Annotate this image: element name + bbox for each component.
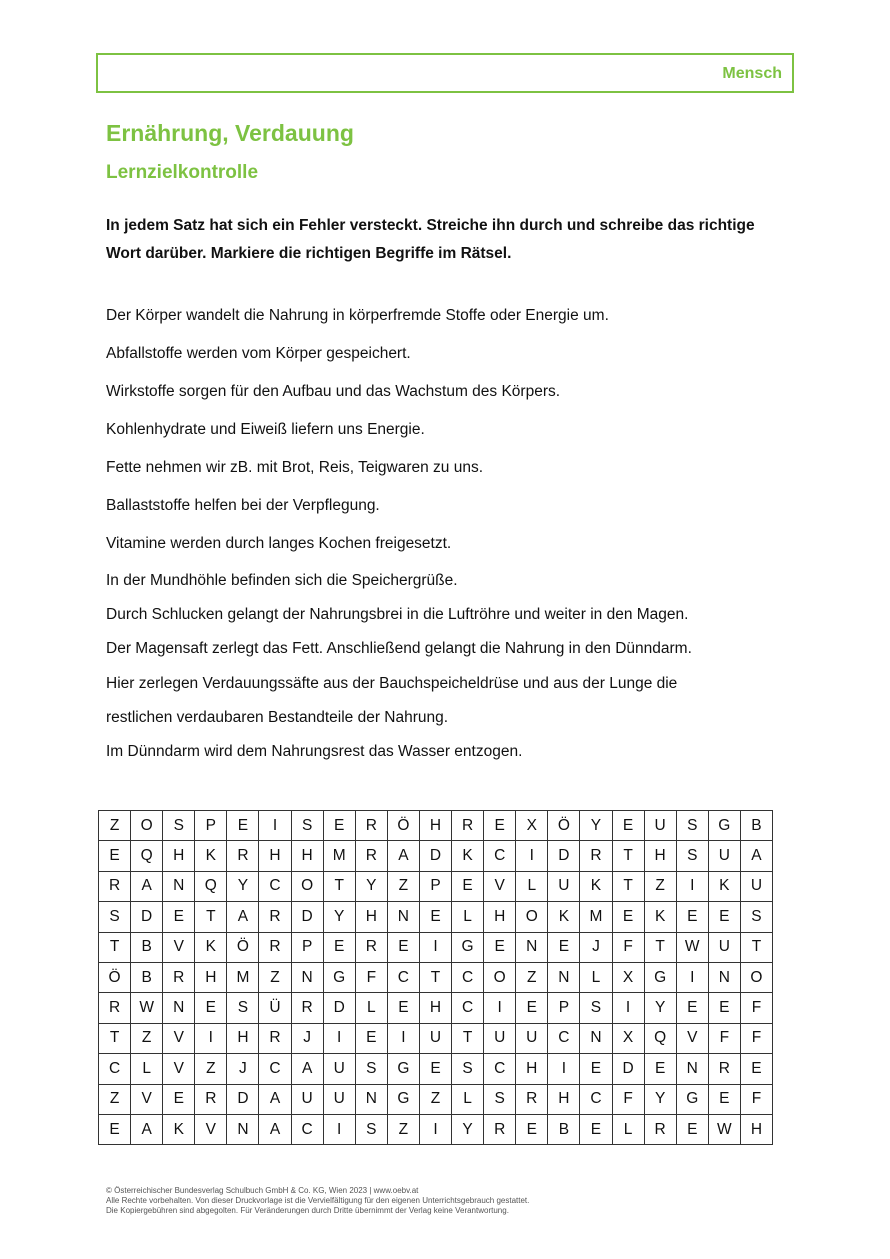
grid-cell[interactable]: E (644, 1054, 676, 1084)
grid-cell[interactable]: V (676, 1023, 708, 1053)
grid-cell[interactable]: X (612, 1023, 644, 1053)
grid-cell[interactable]: Y (323, 902, 355, 932)
grid-cell[interactable]: R (644, 1114, 676, 1144)
grid-cell[interactable]: E (355, 1023, 387, 1053)
sentence-8: In der Mundhöhle befinden sich die Speichergrüße. (106, 572, 458, 589)
grid-cell[interactable]: G (387, 1054, 419, 1084)
grid-cell[interactable]: E (484, 811, 516, 841)
grid-cell[interactable]: J (580, 932, 612, 962)
grid-cell[interactable]: S (291, 811, 323, 841)
grid-cell[interactable]: Ü (259, 993, 291, 1023)
grid-cell[interactable]: G (676, 1084, 708, 1114)
grid-cell[interactable]: U (708, 932, 740, 962)
grid-cell[interactable]: U (323, 1054, 355, 1084)
grid-cell[interactable]: I (387, 1023, 419, 1053)
grid-cell[interactable]: R (259, 1023, 291, 1053)
page-title: Ernährung, Verdauung (106, 120, 354, 146)
grid-cell[interactable]: G (708, 811, 740, 841)
grid-cell[interactable]: E (580, 1054, 612, 1084)
grid-cell[interactable]: R (195, 1084, 227, 1114)
grid-cell[interactable]: T (99, 932, 131, 962)
grid-cell[interactable]: R (355, 841, 387, 871)
grid-cell[interactable]: N (227, 1114, 259, 1144)
grid-cell[interactable]: A (387, 841, 419, 871)
grid-cell[interactable]: P (419, 871, 451, 901)
grid-cell[interactable]: N (163, 993, 195, 1023)
grid-cell[interactable]: E (612, 811, 644, 841)
grid-cell[interactable]: C (452, 993, 484, 1023)
grid-cell[interactable]: C (387, 962, 419, 992)
grid-cell[interactable]: B (131, 932, 163, 962)
grid-cell[interactable]: E (323, 932, 355, 962)
grid-cell[interactable]: S (452, 1054, 484, 1084)
grid-cell[interactable]: H (419, 811, 451, 841)
grid-cell[interactable]: E (163, 902, 195, 932)
grid-cell[interactable]: V (131, 1084, 163, 1114)
sentence-11: Hier zerlegen Verdauungssäfte aus der Bauchspeicheldrüse und aus der Lunge die (106, 675, 678, 692)
grid-cell[interactable]: Z (387, 871, 419, 901)
grid-cell[interactable]: S (580, 993, 612, 1023)
grid-cell[interactable]: O (484, 962, 516, 992)
grid-cell[interactable]: A (131, 871, 163, 901)
grid-cell[interactable]: Y (580, 811, 612, 841)
grid-cell[interactable]: Y (227, 871, 259, 901)
grid-cell[interactable]: D (612, 1054, 644, 1084)
grid-cell[interactable]: U (708, 841, 740, 871)
grid-cell[interactable]: Z (99, 1084, 131, 1114)
sentence-10: Der Magensaft zerlegt das Fett. Anschließend gelangt die Nahrung in den Dünndarm. (106, 640, 692, 657)
grid-cell[interactable]: C (259, 1054, 291, 1084)
grid-cell[interactable]: E (323, 811, 355, 841)
grid-cell[interactable]: U (516, 1023, 548, 1053)
grid-cell[interactable]: W (676, 932, 708, 962)
grid-cell[interactable]: H (548, 1084, 580, 1114)
grid-cell[interactable]: P (291, 932, 323, 962)
grid-cell[interactable]: R (484, 1114, 516, 1144)
grid-cell[interactable]: V (163, 1054, 195, 1084)
sentence-4: Kohlenhydrate und Eiweiß liefern uns Energie. (106, 421, 425, 438)
grid-cell[interactable]: N (387, 902, 419, 932)
grid-cell[interactable]: D (419, 841, 451, 871)
grid-cell[interactable]: V (484, 871, 516, 901)
grid-cell[interactable]: S (676, 841, 708, 871)
grid-cell[interactable]: T (612, 841, 644, 871)
grid-cell[interactable]: E (676, 902, 708, 932)
grid-cell[interactable]: S (484, 1084, 516, 1114)
grid-cell[interactable]: F (612, 1084, 644, 1114)
grid-cell[interactable]: V (163, 932, 195, 962)
grid-cell[interactable]: Y (644, 1084, 676, 1114)
grid-cell[interactable]: Z (195, 1054, 227, 1084)
grid-cell[interactable]: I (548, 1054, 580, 1084)
grid-cell[interactable]: A (259, 1114, 291, 1144)
grid-cell[interactable]: C (291, 1114, 323, 1144)
grid-cell[interactable]: U (323, 1084, 355, 1114)
grid-cell[interactable]: R (355, 811, 387, 841)
grid-cell[interactable]: R (355, 932, 387, 962)
grid-cell[interactable]: K (195, 841, 227, 871)
grid-cell[interactable]: T (419, 962, 451, 992)
grid-cell[interactable]: L (131, 1054, 163, 1084)
grid-cell[interactable]: W (131, 993, 163, 1023)
grid-cell[interactable]: Q (644, 1023, 676, 1053)
grid-cell[interactable]: H (195, 962, 227, 992)
grid-cell[interactable]: D (291, 902, 323, 932)
word-search-grid (98, 810, 773, 1145)
grid-cell[interactable]: N (676, 1054, 708, 1084)
grid-cell[interactable]: A (259, 1084, 291, 1114)
grid-cell[interactable]: X (612, 962, 644, 992)
grid-cell[interactable]: N (291, 962, 323, 992)
grid-row (99, 993, 773, 1023)
grid-cell[interactable]: J (227, 1054, 259, 1084)
grid-cell[interactable]: E (612, 902, 644, 932)
grid-cell[interactable]: E (387, 932, 419, 962)
grid-cell[interactable]: V (195, 1114, 227, 1144)
grid-cell[interactable]: I (516, 841, 548, 871)
grid-cell[interactable]: R (708, 1054, 740, 1084)
grid-cell[interactable]: Y (355, 871, 387, 901)
grid-cell[interactable]: L (355, 993, 387, 1023)
grid-cell[interactable]: D (227, 1084, 259, 1114)
grid-cell[interactable]: B (131, 962, 163, 992)
grid-cell[interactable]: E (516, 993, 548, 1023)
grid-cell[interactable]: Z (131, 1023, 163, 1053)
grid-cell[interactable]: Ö (387, 811, 419, 841)
grid-cell[interactable]: K (195, 932, 227, 962)
grid-row (99, 902, 773, 932)
grid-cell[interactable]: G (323, 962, 355, 992)
grid-cell[interactable]: S (227, 993, 259, 1023)
grid-cell[interactable]: O (740, 962, 772, 992)
grid-cell[interactable]: E (676, 993, 708, 1023)
sentence-1: Der Körper wandelt die Nahrung in körperfremde Stoffe oder Energie um. (106, 307, 609, 324)
grid-cell[interactable]: E (516, 1114, 548, 1144)
grid-cell[interactable]: E (580, 1114, 612, 1144)
task-instruction: In jedem Satz hat sich ein Fehler versteckt. Streiche ihn durch und schreibe das richtige Wort darüber. Markiere die richtigen Begriffe im Rätsel. (106, 217, 755, 262)
grid-cell[interactable]: K (548, 902, 580, 932)
grid-cell[interactable]: I (323, 1114, 355, 1144)
footer-disclaimer: Die Kopiergebühren sind abgegolten. Für Veränderungen durch Dritte übernimmt der Verlag keine Verantwortung. (106, 1206, 509, 1215)
grid-cell[interactable]: M (323, 841, 355, 871)
grid-cell[interactable]: N (355, 1084, 387, 1114)
grid-cell[interactable]: Z (516, 962, 548, 992)
header-box (96, 53, 794, 93)
grid-cell[interactable]: K (163, 1114, 195, 1144)
grid-cell[interactable]: M (227, 962, 259, 992)
grid-cell[interactable]: H (259, 841, 291, 871)
grid-cell[interactable]: O (131, 811, 163, 841)
grid-cell[interactable]: H (740, 1114, 772, 1144)
grid-cell[interactable]: Y (644, 993, 676, 1023)
grid-cell[interactable]: S (163, 811, 195, 841)
sentence-3: Wirkstoffe sorgen für den Aufbau und das Wachstum des Körpers. (106, 383, 561, 400)
grid-cell[interactable]: T (644, 932, 676, 962)
grid-cell[interactable]: L (452, 1084, 484, 1114)
grid-cell[interactable]: S (355, 1054, 387, 1084)
grid-cell[interactable]: T (452, 1023, 484, 1053)
grid-cell[interactable]: E (708, 1084, 740, 1114)
grid-row (99, 932, 773, 962)
grid-cell[interactable]: E (419, 902, 451, 932)
grid-cell[interactable]: Z (644, 871, 676, 901)
grid-cell[interactable]: R (99, 993, 131, 1023)
grid-cell[interactable]: M (580, 902, 612, 932)
grid-cell[interactable]: N (708, 962, 740, 992)
grid-cell[interactable]: K (708, 871, 740, 901)
grid-cell[interactable]: R (516, 1084, 548, 1114)
grid-cell[interactable]: U (644, 811, 676, 841)
grid-cell[interactable]: U (484, 1023, 516, 1053)
grid-cell[interactable]: E (452, 871, 484, 901)
grid-cell[interactable]: Q (131, 841, 163, 871)
grid-cell[interactable]: S (355, 1114, 387, 1144)
grid-cell[interactable]: C (452, 962, 484, 992)
subject-label: Mensch (722, 65, 782, 82)
grid-cell[interactable]: B (548, 1114, 580, 1144)
grid-cell[interactable]: K (580, 871, 612, 901)
sentence-9: Durch Schlucken gelangt der Nahrungsbrei in die Luftröhre und weiter in den Magen. (106, 606, 689, 623)
grid-cell[interactable]: T (99, 1023, 131, 1053)
sentence-5: Fette nehmen wir zB. mit Brot, Reis, Teigwaren zu uns. (106, 459, 484, 476)
grid-cell[interactable]: U (291, 1084, 323, 1114)
grid-cell[interactable]: E (708, 902, 740, 932)
grid-cell[interactable]: Ö (227, 932, 259, 962)
grid-cell[interactable]: G (387, 1084, 419, 1114)
grid-cell[interactable]: K (644, 902, 676, 932)
grid-cell[interactable]: H (419, 993, 451, 1023)
grid-cell[interactable]: B (740, 811, 772, 841)
grid-cell[interactable]: I (419, 932, 451, 962)
grid-cell[interactable]: Ö (99, 962, 131, 992)
grid-cell[interactable]: K (452, 841, 484, 871)
footer (106, 1186, 529, 1216)
grid-cell[interactable]: U (419, 1023, 451, 1053)
grid-cell[interactable]: P (548, 993, 580, 1023)
grid-row (99, 1023, 773, 1053)
grid-cell[interactable]: H (163, 841, 195, 871)
page-subtitle: Lernzielkontrolle (106, 162, 259, 183)
grid-cell[interactable]: R (227, 841, 259, 871)
grid-row (99, 962, 773, 992)
footer-rights: Alle Rechte vorbehalten. Von dieser Druckvorlage ist die Vervielfältigung für den eigenen Unterrichtsgebrauch gestattet. (106, 1196, 530, 1205)
grid-cell[interactable]: O (291, 871, 323, 901)
grid-cell[interactable]: L (516, 871, 548, 901)
grid-cell[interactable]: I (195, 1023, 227, 1053)
grid-cell[interactable]: E (419, 1054, 451, 1084)
grid-cell[interactable]: J (291, 1023, 323, 1053)
grid-cell[interactable]: R (99, 871, 131, 901)
grid-cell[interactable]: A (227, 902, 259, 932)
grid-cell[interactable]: D (323, 993, 355, 1023)
grid-cell[interactable]: E (484, 932, 516, 962)
grid-cell[interactable]: C (548, 1023, 580, 1053)
grid-cell[interactable]: P (195, 811, 227, 841)
grid-cell[interactable]: Z (387, 1114, 419, 1144)
grid-cell[interactable]: A (740, 841, 772, 871)
grid-cell[interactable]: F (708, 1023, 740, 1053)
grid-cell[interactable]: D (131, 902, 163, 932)
grid-cell[interactable]: E (676, 1114, 708, 1144)
grid-cell[interactable]: S (99, 902, 131, 932)
grid-cell[interactable]: Z (99, 811, 131, 841)
grid-row (99, 1084, 773, 1114)
grid-cell[interactable]: L (612, 1114, 644, 1144)
sentence-7: Vitamine werden durch langes Kochen freigesetzt. (106, 535, 452, 552)
grid-cell[interactable]: C (580, 1084, 612, 1114)
grid-cell[interactable]: L (452, 902, 484, 932)
grid-cell[interactable]: Y (452, 1114, 484, 1144)
grid-cell[interactable]: U (548, 871, 580, 901)
grid-cell[interactable]: C (99, 1054, 131, 1084)
grid-cell[interactable]: H (516, 1054, 548, 1084)
grid-cell[interactable]: R (163, 962, 195, 992)
grid-cell[interactable]: H (644, 841, 676, 871)
grid-cell[interactable]: E (387, 993, 419, 1023)
grid-cell[interactable]: T (323, 871, 355, 901)
grid-cell[interactable]: H (484, 902, 516, 932)
grid-row (99, 1114, 773, 1144)
grid-cell[interactable]: Z (259, 962, 291, 992)
sentence-11-continued: restlichen verdaubaren Bestandteile der Nahrung. (106, 709, 449, 726)
grid-cell[interactable]: O (516, 902, 548, 932)
grid-cell[interactable]: I (612, 993, 644, 1023)
grid-cell[interactable]: E (99, 841, 131, 871)
grid-row (99, 841, 773, 871)
grid-cell[interactable]: V (163, 1023, 195, 1053)
grid-cell[interactable]: Q (195, 871, 227, 901)
footer-copyright: © Österreichischer Bundesverlag Schulbuch GmbH & Co. KG, Wien 2023 | www.oebv.at (106, 1186, 419, 1195)
grid-cell[interactable]: R (452, 811, 484, 841)
grid-cell[interactable]: Ö (548, 811, 580, 841)
grid-cell[interactable]: L (580, 962, 612, 992)
grid-cell[interactable]: W (708, 1114, 740, 1144)
grid-cell[interactable]: S (740, 902, 772, 932)
grid-cell[interactable]: C (484, 1054, 516, 1084)
grid-cell[interactable]: U (740, 871, 772, 901)
grid-cell[interactable]: F (740, 993, 772, 1023)
grid-cell[interactable]: H (227, 1023, 259, 1053)
grid-cell[interactable]: F (355, 962, 387, 992)
grid-row (99, 871, 773, 901)
grid-row (99, 1054, 773, 1084)
grid-cell[interactable]: G (644, 962, 676, 992)
grid-cell[interactable]: C (259, 871, 291, 901)
grid-cell[interactable]: N (548, 962, 580, 992)
grid-cell[interactable]: N (163, 871, 195, 901)
grid-cell[interactable]: R (259, 932, 291, 962)
grid-cell[interactable]: I (676, 871, 708, 901)
grid-cell[interactable]: R (580, 841, 612, 871)
grid-cell[interactable]: F (740, 1084, 772, 1114)
sentence-2: Abfallstoffe werden vom Körper gespeichert. (106, 345, 411, 362)
grid-cell[interactable]: E (163, 1084, 195, 1114)
grid-cell[interactable]: A (131, 1114, 163, 1144)
sentence-12: Im Dünndarm wird dem Nahrungsrest das Wasser entzogen. (106, 743, 523, 760)
grid-cell[interactable]: T (740, 932, 772, 962)
grid-cell[interactable]: G (452, 932, 484, 962)
grid-cell[interactable]: I (484, 993, 516, 1023)
grid-cell[interactable]: C (484, 841, 516, 871)
grid-cell[interactable]: S (676, 811, 708, 841)
grid-cell[interactable]: F (612, 932, 644, 962)
grid-cell[interactable]: E (227, 811, 259, 841)
grid-cell[interactable]: X (516, 811, 548, 841)
sentence-6: Ballaststoffe helfen bei der Verpflegung. (106, 497, 380, 514)
grid-cell[interactable]: T (612, 871, 644, 901)
grid-cell[interactable]: H (355, 902, 387, 932)
grid-cell[interactable]: E (740, 1054, 772, 1084)
grid-cell[interactable]: E (99, 1114, 131, 1144)
grid-cell[interactable]: Z (419, 1084, 451, 1114)
grid-cell[interactable]: E (195, 993, 227, 1023)
grid-cell[interactable]: A (291, 1054, 323, 1084)
grid-cell[interactable]: E (708, 993, 740, 1023)
grid-cell[interactable]: R (291, 993, 323, 1023)
grid-cell[interactable]: H (291, 841, 323, 871)
grid-cell[interactable]: I (323, 1023, 355, 1053)
grid-cell[interactable]: N (580, 1023, 612, 1053)
grid-cell[interactable]: F (740, 1023, 772, 1053)
grid-cell[interactable]: I (676, 962, 708, 992)
grid-cell[interactable]: T (195, 902, 227, 932)
grid-row (99, 811, 773, 841)
grid-cell[interactable]: D (548, 841, 580, 871)
grid-cell[interactable]: N (516, 932, 548, 962)
grid-cell[interactable]: I (259, 811, 291, 841)
grid-cell[interactable]: I (419, 1114, 451, 1144)
grid-cell[interactable]: R (259, 902, 291, 932)
grid-cell[interactable]: E (548, 932, 580, 962)
